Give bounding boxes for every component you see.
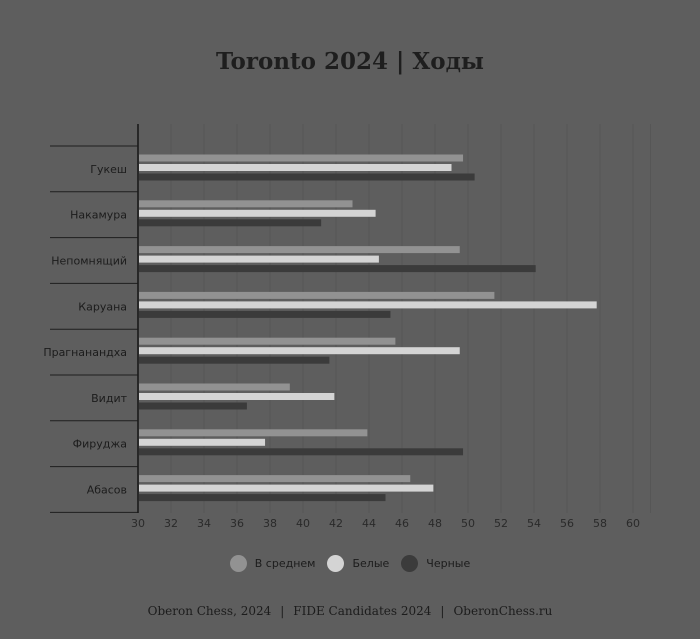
x-tick-label: 38 (263, 517, 277, 530)
bar (139, 219, 321, 226)
legend-label-black: Черные (426, 557, 471, 570)
category-label: Прагнанандха (43, 346, 127, 360)
bar (139, 439, 265, 446)
bar (139, 311, 390, 318)
bar (139, 393, 334, 400)
x-tick-label: 56 (560, 517, 574, 530)
bar (139, 485, 433, 492)
category-label: Абасов (86, 483, 127, 497)
legend-label-white: Белые (352, 557, 390, 570)
bar (139, 475, 410, 482)
bar (139, 155, 463, 162)
x-tick-label: 32 (164, 517, 178, 530)
legend-label-average: В среднем (254, 557, 316, 570)
category-label: Видит (91, 391, 127, 405)
bars-group (139, 155, 597, 502)
bar (139, 384, 290, 391)
x-tick-label: 34 (197, 517, 211, 530)
category-label: Каруана (78, 300, 127, 314)
bar (139, 494, 386, 501)
bar (139, 200, 353, 207)
bar (139, 403, 247, 410)
bar (139, 429, 367, 436)
x-tick-label: 30 (131, 517, 145, 530)
bar (139, 210, 376, 217)
bar (139, 338, 395, 345)
chart-title: Toronto 2024 | Ходы (216, 48, 484, 75)
x-tick-label: 50 (461, 517, 475, 530)
legend-item-white[interactable] (327, 555, 389, 572)
x-tick-label: 60 (626, 517, 640, 530)
bar (139, 448, 463, 455)
bar (139, 246, 460, 253)
legend-swatch-black (401, 555, 418, 572)
bar (139, 164, 452, 171)
legend-item-average[interactable] (230, 555, 316, 572)
legend-swatch-white (327, 555, 344, 572)
x-tick-label: 40 (296, 517, 310, 530)
x-tick-label: 36 (230, 517, 244, 530)
x-tick-label: 46 (395, 517, 409, 530)
legend (0, 555, 700, 572)
bar (139, 265, 536, 272)
footer-event: FIDE Candidates 2024 (293, 604, 432, 618)
bar (139, 292, 494, 299)
footer-source: Oberon Chess, 2024 (147, 604, 272, 618)
category-label: Гукеш (90, 162, 127, 176)
x-tick-label: 44 (362, 517, 376, 530)
x-tick-label: 58 (593, 517, 607, 530)
category-label: Фируджа (72, 437, 127, 451)
footer-site[interactable]: OberonChess.ru (453, 604, 553, 618)
bar (139, 256, 379, 263)
bar (139, 174, 475, 181)
bar (139, 357, 329, 364)
x-tick-label: 42 (329, 517, 343, 530)
x-tick-labels (131, 517, 640, 530)
footer (0, 604, 700, 618)
x-tick-label: 54 (527, 517, 541, 530)
category-label: Непомнящий (51, 254, 127, 268)
x-tick-label: 52 (494, 517, 508, 530)
legend-item-black[interactable] (401, 555, 470, 572)
footer-separator: | (440, 604, 445, 618)
x-tick-label: 48 (428, 517, 442, 530)
bar (139, 301, 597, 308)
bar (139, 347, 460, 354)
legend-swatch-average (230, 555, 247, 572)
category-label: Накамура (70, 208, 127, 222)
footer-separator: | (280, 604, 285, 618)
